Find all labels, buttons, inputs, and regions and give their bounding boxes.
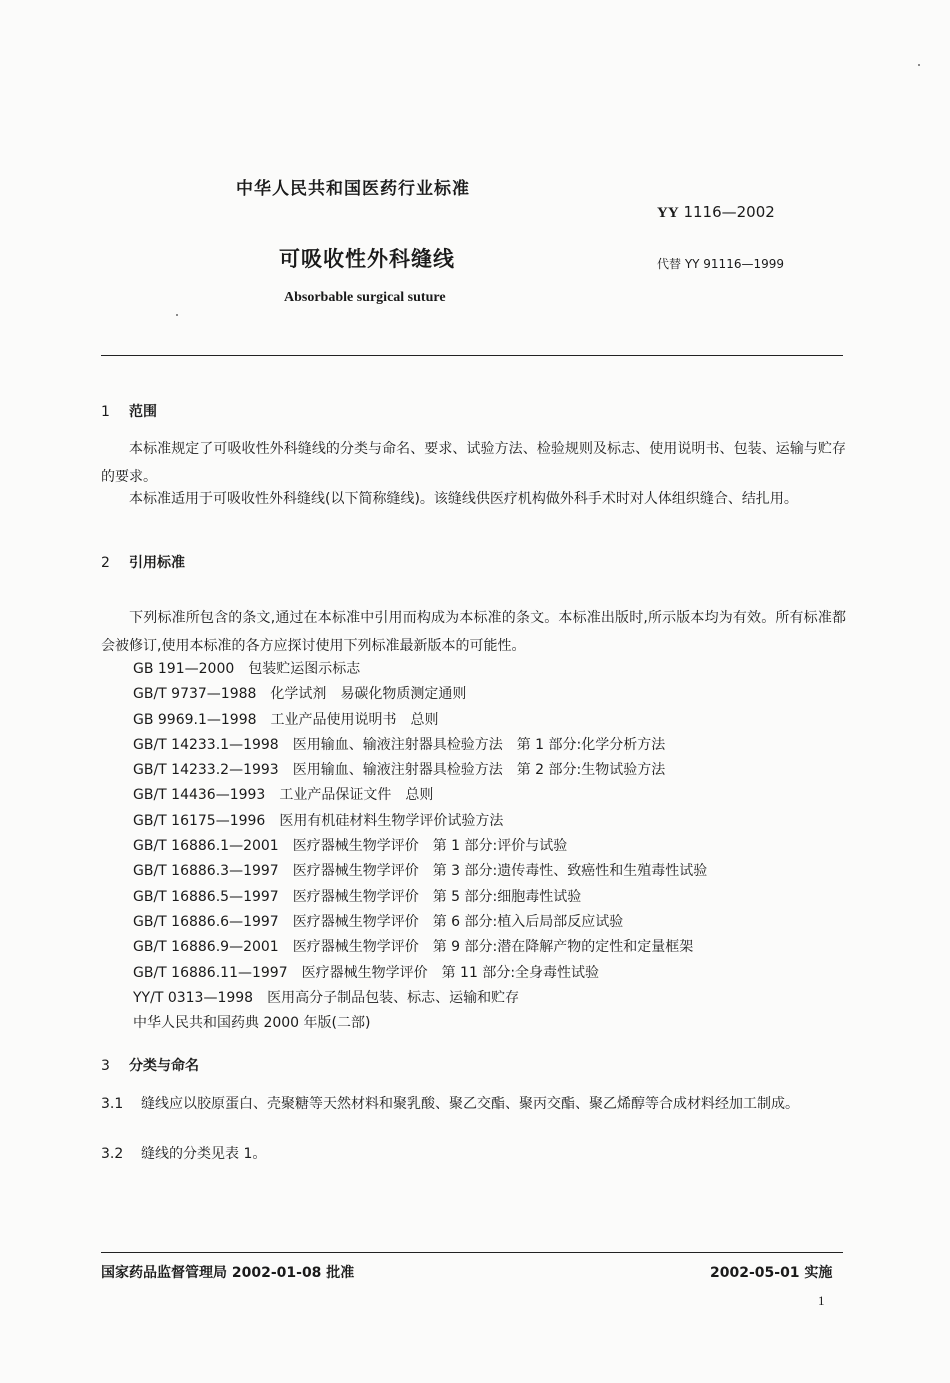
page-number: 1: [818, 1293, 825, 1308]
reference-item: 中华人民共和国药典 2000 年版(二部): [133, 1015, 371, 1032]
scan-speck: [176, 314, 178, 316]
reference-item: GB 191—2000 包装贮运图示标志: [133, 661, 361, 677]
reference-item: GB/T 9737—1988 化学试剂 易碳化物质测定通则: [133, 686, 467, 703]
reference-item: GB/T 16886.5—1997 医疗器械生物学评价 第 5 部分:细胞毒性试验: [133, 888, 582, 905]
approval-statement: 国家药品监督管理局 2002-01-08 批准: [101, 1265, 355, 1281]
footer-divider: [101, 1252, 843, 1253]
section-1-paragraph-2: 本标准适用于可吸收性外科缝线(以下简称缝线)。该缝线供医疗机构做外科手术时对人体组织缝合、结扎用。: [129, 491, 798, 507]
reference-list: [133, 657, 707, 1036]
reference-item: GB/T 14233.1—1998 医用输血、输液注射器具检验方法 第 1 部分:化学分析方法: [133, 736, 666, 753]
section-3-heading: 3 分类与命名: [101, 1058, 199, 1074]
reference-item: YY/T 0313—1998 医用高分子制品包装、标志、运输和贮存: [133, 989, 520, 1006]
standard-code: 1116—2002: [678, 203, 775, 221]
reference-item: GB/T 16175—1996 医用有机硅材料生物学评价试验方法: [133, 812, 504, 829]
document-title-english: Absorbable surgical suture: [284, 290, 446, 305]
reference-item: GB/T 16886.9—2001 医疗器械生物学评价 第 9 部分:潜在降解产物的定性和定量框架: [133, 939, 694, 956]
section-2-paragraph-1: 下列标准所包含的条文,通过在本标准中引用而构成为本标准的条文。本标准出版时,所示版本均为有效。所有标准都会被修订,使用本标准的各方应探讨使用下列标准最新版本的可能性。: [101, 610, 846, 654]
replaces-standard: 代替 YY 91116—1999: [657, 257, 785, 271]
reference-item: GB/T 16886.1—2001 医疗器械生物学评价 第 1 部分:评价与试验: [133, 838, 568, 855]
effective-date: 2002-05-01 实施: [710, 1265, 833, 1281]
standard-category: 中华人民共和国医药行业标准: [236, 179, 470, 199]
reference-item: GB 9969.1—1998 工业产品使用说明书 总则: [133, 711, 439, 728]
standard-number: [657, 203, 775, 222]
clause-3-2-number: 3.2: [101, 1146, 124, 1162]
standard-prefix: YY: [657, 205, 679, 221]
clause-3-1-number: 3.1: [101, 1096, 124, 1112]
reference-item: GB/T 16886.3—1997 医疗器械生物学评价 第 3 部分:遗传毒性、致癌性和生殖毒性试验: [133, 863, 708, 880]
header-divider: [101, 355, 843, 356]
clause-3-1: 3.1 缝线应以胶原蛋白、壳聚糖等天然材料和聚乳酸、聚乙交酯、聚丙交酯、聚乙烯醇等合成材料经加工制成。: [101, 1090, 846, 1118]
reference-item: GB/T 14436—1993 工业产品保证文件 总则: [133, 787, 434, 804]
reference-item: GB/T 14233.2—1993 医用输血、输液注射器具检验方法 第 2 部分:生物试验方法: [133, 762, 666, 779]
document-title: 可吸收性外科缝线: [279, 247, 455, 271]
section-1-heading: 1 范围: [101, 404, 157, 420]
section-2-heading: 2 引用标准: [101, 555, 185, 571]
reference-item: GB/T 16886.11—1997 医疗器械生物学评价 第 11 部分:全身毒性试验: [133, 964, 600, 981]
clause-3-2: 3.2 缝线的分类见表 1。: [101, 1140, 846, 1168]
scan-speck: [918, 64, 920, 66]
reference-item: GB/T 16886.6—1997 医疗器械生物学评价 第 6 部分:植入后局部反应试验: [133, 913, 624, 930]
section-1-paragraph-1: 本标准规定了可吸收性外科缝线的分类与命名、要求、试验方法、检验规则及标志、使用说明书、包装、运输与贮存的要求。: [101, 441, 846, 485]
